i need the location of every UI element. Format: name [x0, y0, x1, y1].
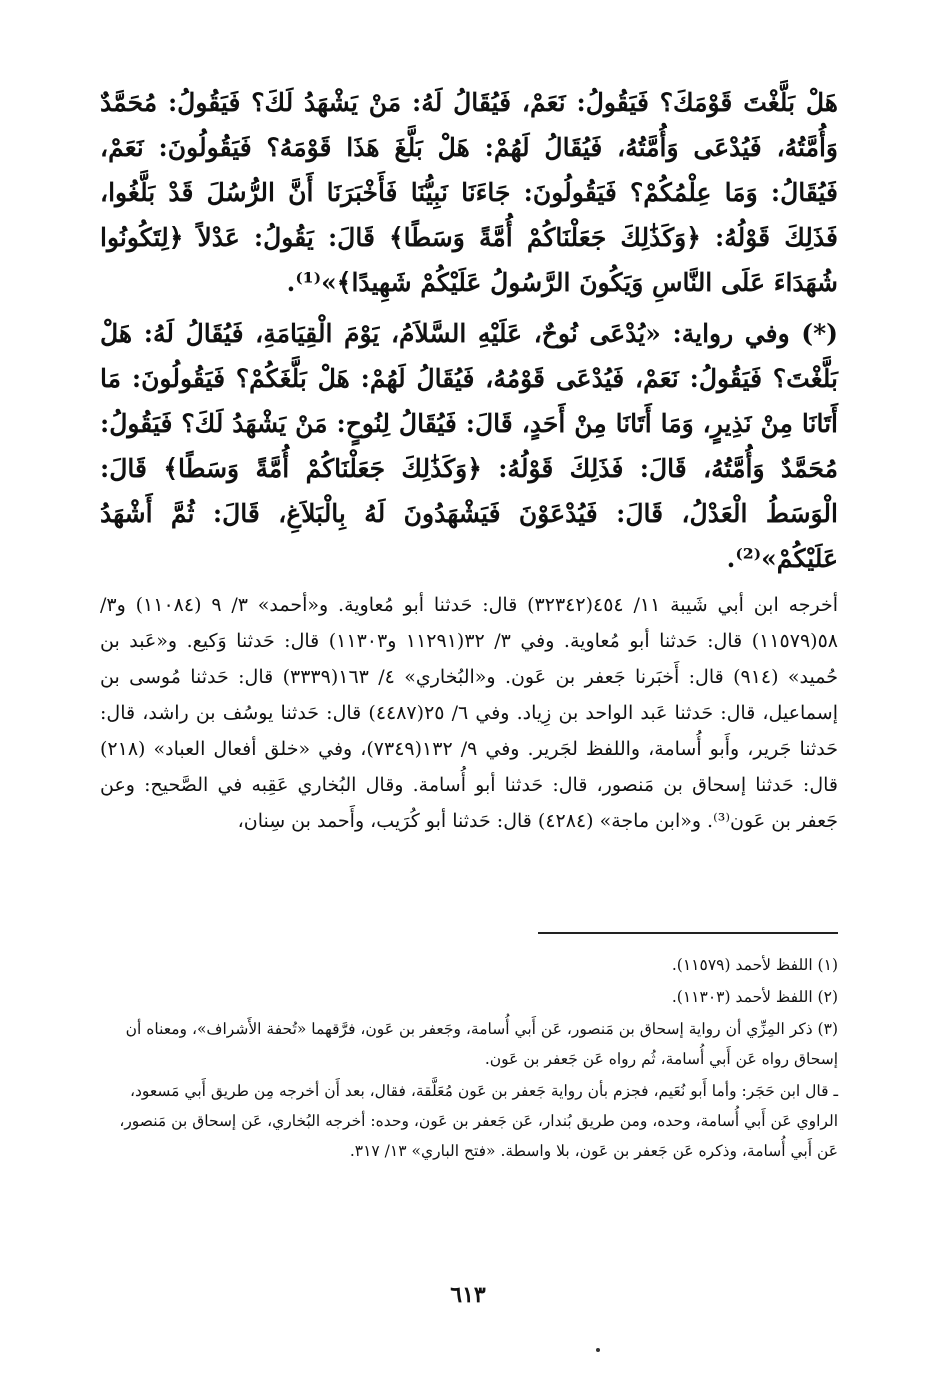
- footnote-separator: [538, 932, 838, 934]
- hadith-paragraph-1: هَلْ بَلَّغْتَ قَوْمَكَ؟ فَيَقُولُ: نَعَمْ، فَيُقَالُ لَهُ: مَنْ يَشْهَدُ لَكَ؟ فَيَقُولُ: مُحَمَّدٌ وَأُمَّتُهُ، فَيُدْعَى وَأُمَّتُهُ، فَيُقَالُ لَهُمْ: هَلْ بَلَّغَ هَذَا قَوْمَهُ؟ فَيَقُولُونَ: نَعَمْ، فَيُقَالُ: وَمَا عِلْمُكُمْ؟ فَيَقُولُونَ: جَاءَنَا نَبِيُّنَا فَأَخْبَرَنَا أَنَّ الرُّسُلَ قَدْ بَلَّغُوا، فَذَلِكَ قَوْلُهُ: ﴿وَكَذَٰلِكَ جَعَلْنَاكُمْ أُمَّةً وَسَطًا﴾ قَالَ: يَقُولُ: عَدْلاً ﴿لِتَكُونُوا شُهَدَاءَ عَلَى النَّاسِ وَيَكُونَ الرَّسُولُ عَلَيْكُمْ شَهِيدًا﴾»⁽¹⁾.: [100, 88, 838, 297]
- footnote-3-continuation: ـ قال ابن حَجَر: وأما أَبو نُعَيم، فجزم بأن رواية جَعفر بن عَون مُعَلَّقة، فقال، بعد أَن أخرجه مِن طريق أَبي مَسعود، الراوي عَن أَبي أُسامة، وحده، ومن طريق بُندار، عَن جَعفر بن عَون، وحده: أخرجه البُخاري، عَن إسحاق بن مَنصور، عَن أَبي أُسامة، وذكره عَن جَعفر بن عَون، بلا واسطة. «فتح الباري» ١٣/ ٣١٧.: [119, 1082, 838, 1160]
- footnote-1: (١) اللفظ لأحمد (١١٥٧٩).: [671, 956, 838, 974]
- hadith-paragraph-2: (*) وفي رواية: «يُدْعَى نُوحٌ، عَلَيْهِ السَّلاَمُ، يَوْمَ الْقِيَامَةِ، فَيُقَالُ لَهُ: هَلْ بَلَّغْتَ؟ فَيَقُولُ: نَعَمْ، فَيُدْعَى قَوْمُهُ، فَيُقَالُ لَهُمْ: هَلْ بَلَّغَكُمْ؟ فَيَقُولُونَ: مَا أَتَانَا مِنْ نَذِيرٍ، وَمَا أَتَانَا مِنْ أَحَدٍ، قَالَ: فَيُقَالُ لِنُوحٍ: مَنْ يَشْهَدُ لَكَ؟ فَيَقُولُ: مُحَمَّدٌ وَأُمَّتُهُ، قَالَ: فَذَلِكَ قَوْلُهُ: ﴿وَكَذَٰلِكَ جَعَلْنَاكُمْ أُمَّةً وَسَطًا﴾ قَالَ: الْوَسَطُ الْعَدْلُ، قَالَ: فَيُدْعَوْنَ فَيَشْهَدُونَ لَهُ بِالْبَلاَغِ، قَالَ: ثُمَّ أَشْهَدُ عَلَيْكُمْ»⁽²⁾.: [100, 319, 838, 573]
- main-text: [100, 80, 838, 839]
- footnotes: [100, 950, 838, 1168]
- hadith-text: [100, 80, 838, 581]
- takhrij-paragraph: أخرجه ابن أبي شَيبة ١١/ ٤٥٤(٣٢٣٤٢) قال: حَدثنا أبو مُعاوية. و«أحمد» ٣/ ٩ (١١٠٨٤) و٣/ ٥٨(١١٥٧٩) قال: حَدثنا أبو مُعاوية. وفي ٣/ ٣٢(١١٢٩١ و١١٣٠٣) قال: حَدثنا وَكيع. و«عَبد بن حُميد» (٩١٤) قال: أَخبَرنا جَعفر بن عَون. و«البُخاري» ٤/ ١٦٣(٣٣٣٩) قال: حَدثنا مُوسى بن إسماعيل، قال: حَدثنا عَبد الواحد بن زِياد. وفي ٦/ ٢٥(٤٤٨٧) قال: حَدثنا يوسُف بن راشد، قال: حَدثنا جَرير، وأَبو أُسامة، واللفظ لجَرير. وفي ٩/ ١٣٢(٧٣٤٩)، وفي «خلق أفعال العباد» (٢١٨) قال: حَدثنا إسحاق بن مَنصور، قال: حَدثنا أبو أُسامة. وقال البُخاري عَقِبه في الصَّحيح: وعن جَعفر بن عَون⁽³⁾. و«ابن ماجة» (٤٢٨٤) قال: حَدثنا أبو كُرَيب، وأَحمد بن سِنان،: [100, 594, 839, 832]
- page-number: ٦١٣: [450, 1282, 486, 1308]
- footnote-3: (٣) ذكر المِزِّي أن رواية إسحاق بن مَنصور، عَن أَبي أُسامة، وجَعفر بن عَون، فرَّقهما «تُحفة الأَشراف»، ومعناه أن إسحاق رواه عَن أَبي أُسامة، ثُم رواه عَن جَعفر بن عَون.: [125, 1020, 838, 1068]
- takhrij-section: [100, 587, 838, 839]
- footnote-2: (٢) اللفظ لأحمد (١١٣٠٣).: [671, 988, 838, 1006]
- scan-dot: [596, 1348, 600, 1352]
